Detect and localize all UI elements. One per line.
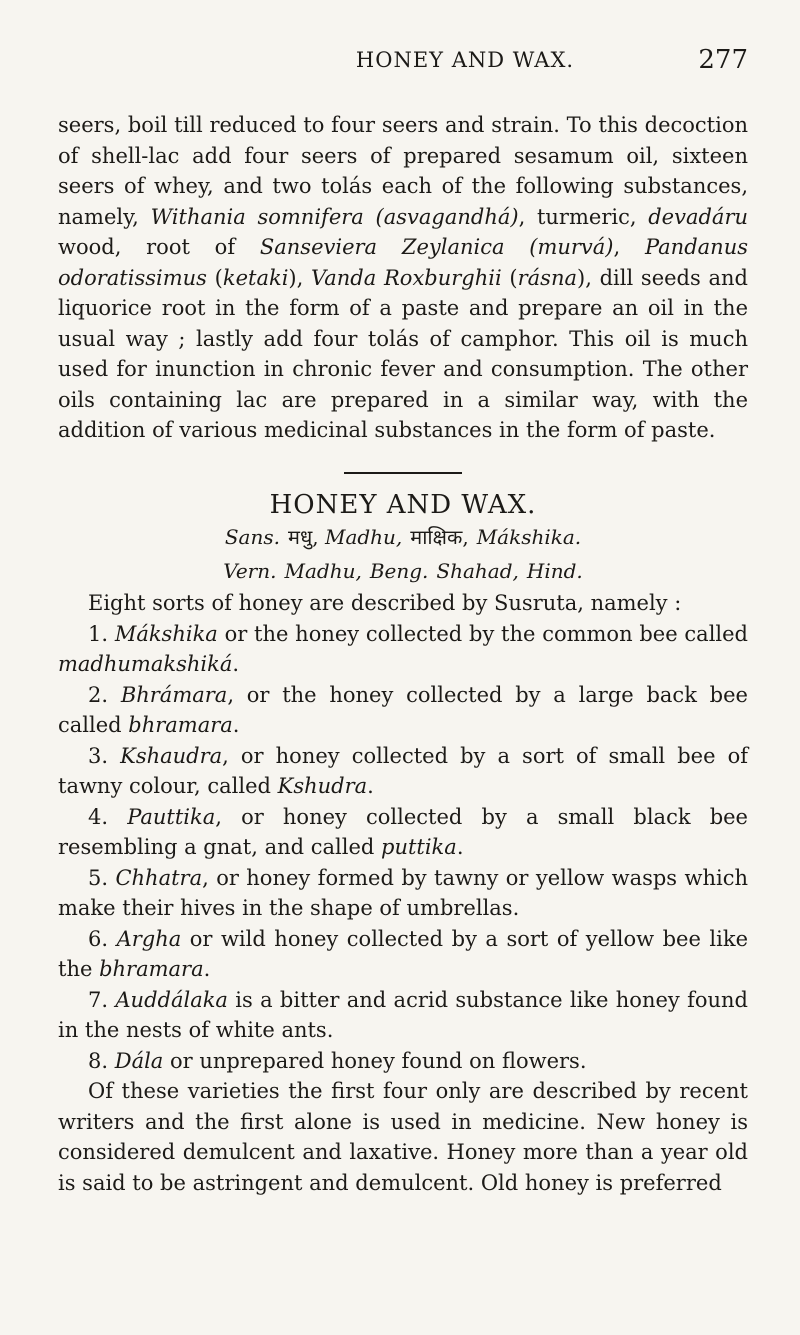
list-item: 7. Auddálaka is a bitter and acrid substance like honey found in the nests of white ants. xyxy=(58,987,748,1042)
list-item: 4. Pauttika, or honey collected by a small black bee resembling a gnat, and called puttika. xyxy=(58,804,748,859)
list-item: 2. Bhrámara, or the honey collected by a large back bee called bhramara. xyxy=(58,682,748,737)
sanskrit-names: Sans. मधु, Madhu, माक्षिक, Mákshika. xyxy=(224,525,582,549)
list-item: 3. Kshaudra, or honey collected by a sort of small bee of tawny colour, called Kshudra. xyxy=(58,743,748,798)
closing-paragraph: Of these varieties the first four only are described by recent writers and the first alone is used in medicine. New honey is considered demulcent and laxative. Honey more than a year old is said to be astringent and demulcent. Old honey is preferred xyxy=(58,1079,748,1195)
body-text xyxy=(58,110,748,1198)
running-head-title: HONEY AND WAX. xyxy=(355,48,575,72)
list-item: 8. Dála or unprepared honey found on flowers. xyxy=(88,1048,587,1073)
vernacular-names: Vern. Madhu, Beng. Shahad, Hind. xyxy=(223,559,583,583)
list-item: 6. Argha or wild honey collected by a sort of yellow bee like the bhramara. xyxy=(58,926,748,981)
intro-paragraph: seers, boil till reduced to four seers and strain. To this decoction of shell-lac add four seers of prepared sesamum oil, sixteen seers of whey, and two tolás each of the following substances, namely, Withania somnifera (asvagandhá), turmeric, devadáru wood, root of Sanseviera Zeylanica (murvá), Pandanus odoratissimus (ketaki), Vanda Roxburghii (rásna), dill seeds and liquorice root in the form of a paste and prepare an oil in the usual way ; lastly add four tolás of camphor. This oil is much used for inunction in chronic fever and consumption. The other oils containing lac are prepared in a similar way, with the addition of various medicinal substances in the form of paste. xyxy=(58,113,749,442)
section-heading: HONEY AND WAX. xyxy=(269,489,537,520)
list-item: 1. Mákshika or the honey collected by the common bee called madhumakshiká. xyxy=(58,621,748,676)
running-head xyxy=(58,45,748,88)
section-lead: Eight sorts of honey are described by Susruta, namely : xyxy=(88,591,682,615)
list-item: 5. Chhatra, or honey formed by tawny or yellow wasps which make their hives in the shape of umbrellas. xyxy=(58,865,748,920)
page-number: 277 xyxy=(698,45,748,75)
section-divider xyxy=(344,472,462,474)
